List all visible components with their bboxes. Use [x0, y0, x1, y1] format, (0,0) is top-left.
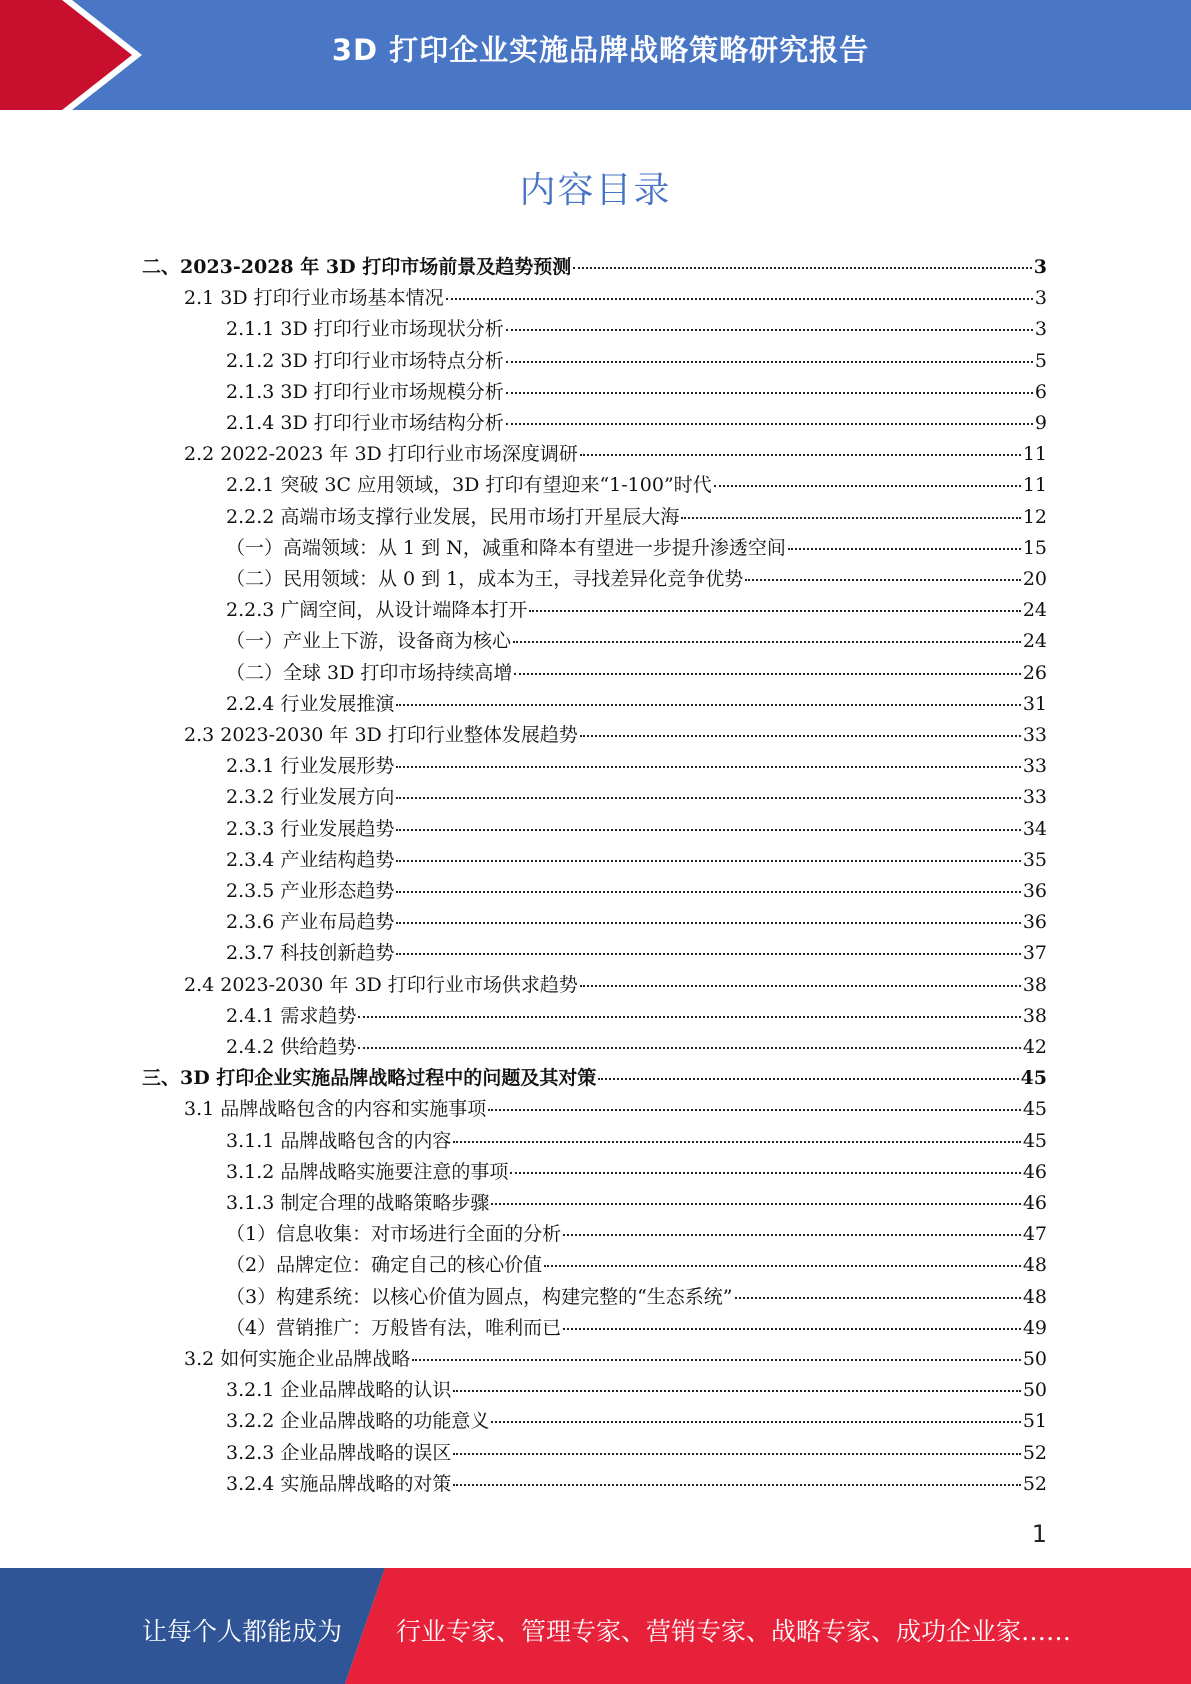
toc-entry[interactable] — [226, 876, 1047, 907]
toc-dot-leader — [510, 1172, 1020, 1174]
toc-entry-page: 47 — [1022, 1223, 1047, 1246]
toc-entry[interactable] — [226, 751, 1047, 782]
toc-entry-page: 42 — [1022, 1036, 1047, 1058]
toc-entry[interactable] — [184, 1094, 1047, 1125]
toc-entry[interactable] — [226, 564, 1047, 595]
footer-bar — [0, 1568, 1191, 1684]
toc-dot-leader — [544, 1265, 1021, 1267]
toc-entry[interactable] — [226, 1375, 1047, 1406]
toc-entry[interactable] — [226, 502, 1047, 533]
toc-entry-title: 2.3.7 科技创新趋势 — [226, 942, 395, 965]
toc-entry[interactable] — [226, 1219, 1047, 1250]
toc-dot-leader — [563, 1328, 1021, 1330]
toc-dot-leader — [598, 1078, 1018, 1080]
toc-dot-leader — [681, 517, 1020, 519]
toc-entry[interactable] — [226, 907, 1047, 938]
toc-dot-leader — [573, 267, 1032, 269]
header-bar — [0, 0, 1191, 110]
toc-entry-page: 45 — [1022, 1129, 1047, 1152]
toc-entry[interactable] — [184, 439, 1047, 470]
toc-entry-title: 2.3.4 产业结构趋势 — [226, 848, 395, 871]
toc-entry-page: 15 — [1022, 536, 1047, 559]
toc-dot-leader — [488, 1109, 1021, 1111]
toc-entry-title: 2.1.1 3D 打印行业市场现状分析 — [226, 318, 504, 341]
toc-dot-leader — [396, 797, 1020, 799]
toc-entry[interactable] — [226, 346, 1047, 377]
toc-entry-title: （一）产业上下游，设备商为核心 — [226, 630, 512, 653]
toc-dot-leader — [563, 1234, 1021, 1236]
toc-dot-leader — [446, 298, 1033, 300]
toc-dot-leader — [714, 485, 1021, 487]
toc-entry-page: 38 — [1022, 973, 1047, 996]
toc-entry-title: 2.1.3 3D 打印行业市场规模分析 — [226, 380, 504, 403]
toc-entry-title: 2.2 2022-2023 年 3D 打印行业市场深度调研 — [184, 443, 578, 466]
toc-entry-page: 36 — [1022, 911, 1047, 934]
toc-entry-page: 12 — [1022, 505, 1047, 528]
toc-dot-leader — [396, 860, 1020, 862]
toc-dot-leader — [580, 454, 1021, 456]
toc-entry-title: （2）品牌定位：确定自己的核心价值 — [226, 1254, 543, 1277]
toc-entry-title: 3.1 品牌战略包含的内容和实施事项 — [184, 1098, 487, 1121]
toc-entry-page: 38 — [1022, 1004, 1047, 1027]
toc-dot-leader — [396, 704, 1020, 706]
toc-entry-title: 2.2.1 突破 3C 应用领域，3D 打印有望迎来“1-100”时代 — [226, 474, 712, 497]
toc-dot-leader — [412, 1359, 1021, 1361]
toc-entry-title: 2.3.1 行业发展形势 — [226, 755, 395, 778]
toc-entry[interactable] — [226, 626, 1047, 657]
toc-entry-title: （1）信息收集：对市场进行全面的分析 — [226, 1223, 562, 1246]
toc-dot-leader — [580, 985, 1021, 987]
toc-dot-leader — [396, 766, 1020, 768]
toc-entry-title: 2.1 3D 打印行业市场基本情况 — [184, 287, 444, 310]
toc-entry-page: 26 — [1022, 661, 1047, 684]
toc-entry-title: （一）高端领域：从 1 到 N，减重和降本有望进一步提升渗透空间 — [226, 536, 786, 559]
toc-dot-leader — [529, 610, 1020, 612]
toc-entry-title: 二、2023-2028 年 3D 打印市场前景及趋势预测 — [142, 256, 572, 278]
toc-entry-title: 3.2 如何实施企业品牌战略 — [184, 1348, 411, 1370]
toc-entry-page: 33 — [1022, 786, 1047, 809]
toc-entry-page: 11 — [1022, 443, 1047, 466]
toc-entry[interactable] — [226, 1001, 1047, 1032]
toc-entry-page: 9 — [1034, 412, 1047, 434]
toc-dot-leader — [491, 1203, 1020, 1205]
toc-entry-page: 3 — [1034, 287, 1047, 310]
toc-entry[interactable] — [226, 1438, 1047, 1469]
toc-entry-page: 45 — [1020, 1067, 1047, 1090]
toc-entry-title: （4）营销推广：万般皆有法，唯利而已 — [226, 1316, 562, 1339]
toc-entry[interactable] — [226, 408, 1047, 439]
toc-dot-leader — [396, 953, 1020, 955]
toc-entry-title: 2.3.6 产业布局趋势 — [226, 911, 395, 934]
toc-dot-leader — [513, 641, 1021, 643]
toc-entry-title: （二）全球 3D 打印市场持续高增 — [226, 661, 513, 684]
toc-entry[interactable] — [226, 782, 1047, 813]
toc-entry-title: 2.3 2023-2030 年 3D 打印行业整体发展趋势 — [184, 724, 578, 746]
toc-dot-leader — [453, 1390, 1020, 1392]
toc-entry-title: 2.4.1 需求趋势 — [226, 1004, 357, 1027]
toc-dot-leader — [506, 361, 1033, 363]
toc-entry-title: 3.1.2 品牌战略实施要注意的事项 — [226, 1160, 509, 1183]
toc-entry-title: 2.3.2 行业发展方向 — [226, 786, 395, 809]
toc-entry-page: 31 — [1022, 692, 1047, 715]
toc-dot-leader — [396, 829, 1020, 831]
toc-entry-page: 49 — [1022, 1316, 1047, 1339]
toc-dot-leader — [506, 392, 1033, 394]
toc-dot-leader — [491, 1421, 1020, 1423]
toc-entry-page: 50 — [1022, 1379, 1047, 1402]
toc-entry[interactable] — [226, 689, 1047, 720]
toc-entry-page: 48 — [1022, 1254, 1047, 1277]
toc-entry[interactable] — [184, 720, 1047, 751]
toc-entry-page: 3 — [1033, 256, 1047, 278]
toc-entry-title: 2.3.5 产业形态趋势 — [226, 880, 395, 902]
toc-entry[interactable] — [184, 283, 1047, 314]
toc-entry[interactable] — [184, 970, 1047, 1001]
toc-entry-title: 2.1.2 3D 打印行业市场特点分析 — [226, 349, 504, 372]
toc-dot-leader — [358, 1047, 1020, 1049]
toc-dot-leader — [735, 1297, 1021, 1299]
toc-entry-page: 52 — [1022, 1441, 1047, 1464]
toc-entry-page: 48 — [1022, 1285, 1047, 1308]
toc-entry[interactable] — [226, 845, 1047, 876]
toc-entry-page: 34 — [1022, 817, 1047, 840]
toc-entry-page: 50 — [1022, 1348, 1047, 1370]
toc-dot-leader — [396, 891, 1020, 893]
toc-entry-title: 2.4.2 供给趋势 — [226, 1036, 357, 1058]
toc-entry-title: 3.1.3 制定合理的战略策略步骤 — [226, 1192, 490, 1214]
toc-entry-page: 24 — [1022, 599, 1047, 622]
toc-entry-page: 36 — [1022, 880, 1047, 902]
toc-entry[interactable] — [226, 938, 1047, 969]
toc-entry[interactable] — [226, 595, 1047, 626]
toc-title: 内容目录 — [519, 170, 672, 211]
toc-entry-page: 45 — [1022, 1098, 1047, 1121]
toc-dot-leader — [453, 1453, 1020, 1455]
toc-entry-page: 46 — [1022, 1192, 1047, 1214]
toc-dot-leader — [745, 579, 1021, 581]
toc-entry[interactable] — [226, 658, 1047, 689]
toc-entry-title: （二）民用领域：从 0 到 1，成本为王，寻找差异化竞争优势 — [226, 568, 744, 590]
toc-entry[interactable] — [226, 1126, 1047, 1157]
toc-entry[interactable] — [226, 1313, 1047, 1344]
footer-slogan-right: 行业专家、管理专家、营销专家、战略专家、成功企业家…… — [396, 1617, 1072, 1646]
toc-dot-leader — [396, 922, 1020, 924]
toc-entry-title: 3.2.1 企业品牌战略的认识 — [226, 1379, 452, 1402]
toc-entry-page: 37 — [1022, 942, 1047, 965]
toc-entry-title: 2.2.2 高端市场支撑行业发展，民用市场打开星辰大海 — [226, 505, 680, 528]
toc-entry[interactable] — [226, 1250, 1047, 1281]
toc-entry-title: 3.2.3 企业品牌战略的误区 — [226, 1441, 452, 1464]
toc-entry-title: 2.1.4 3D 打印行业市场结构分析 — [226, 412, 504, 434]
toc-entry-page: 51 — [1022, 1410, 1047, 1433]
toc-entry-title: 2.3.3 行业发展趋势 — [226, 817, 395, 840]
toc-entry-title: 2.2.3 广阔空间，从设计端降本打开 — [226, 599, 528, 622]
toc-entry[interactable] — [226, 314, 1047, 345]
toc-entry[interactable] — [226, 1032, 1047, 1063]
toc-entry-page: 6 — [1034, 380, 1047, 403]
toc-entry-page: 20 — [1022, 568, 1047, 590]
toc-dot-leader — [358, 1016, 1020, 1018]
toc-entry-title: 2.4 2023-2030 年 3D 打印行业市场供求趋势 — [184, 973, 578, 996]
toc-entry-page: 11 — [1022, 474, 1047, 497]
toc-entry-page: 35 — [1022, 848, 1047, 871]
toc-entry[interactable] — [142, 252, 1047, 283]
toc-dot-leader — [514, 673, 1020, 675]
toc-entry[interactable] — [226, 377, 1047, 408]
footer-slogan-left: 让每个人都能成为 — [142, 1617, 343, 1646]
toc-entry[interactable] — [184, 1344, 1047, 1375]
toc-entry[interactable] — [226, 470, 1047, 501]
toc-entry-page: 24 — [1022, 630, 1047, 653]
toc-entry[interactable] — [226, 1406, 1047, 1437]
toc-entry[interactable] — [142, 1063, 1047, 1094]
toc-entry[interactable] — [226, 1157, 1047, 1188]
toc-entry-title: 3.1.1 品牌战略包含的内容 — [226, 1129, 452, 1152]
toc-dot-leader — [580, 735, 1021, 737]
toc-dot-leader — [506, 329, 1033, 331]
toc-entry-title: 2.2.4 行业发展推演 — [226, 692, 395, 715]
toc-entry[interactable] — [226, 1282, 1047, 1313]
toc-entry-page: 46 — [1022, 1160, 1047, 1183]
toc-entry-title: （3）构建系统：以核心价值为圆点，构建完整的“生态系统” — [226, 1285, 733, 1308]
toc-entry-title: 3.2.2 企业品牌战略的功能意义 — [226, 1410, 490, 1433]
toc-entry-title: 3.2.4 实施品牌战略的对策 — [226, 1472, 452, 1495]
page-number: 1 — [1031, 1520, 1047, 1548]
toc-entry-page: 5 — [1034, 349, 1047, 372]
toc-entry-page: 33 — [1022, 724, 1047, 746]
toc-entry-title: 三、3D 打印企业实施品牌战略过程中的问题及其对策 — [142, 1067, 597, 1090]
toc-entry[interactable] — [226, 814, 1047, 845]
toc-entry[interactable] — [226, 533, 1047, 564]
toc-entry-page: 3 — [1034, 318, 1047, 341]
toc-entry[interactable] — [226, 1188, 1047, 1219]
toc-dot-leader — [453, 1484, 1020, 1486]
toc-entry[interactable] — [226, 1469, 1047, 1500]
toc-entry-page: 52 — [1022, 1472, 1047, 1495]
header-title: 3D 打印企业实施品牌战略策略研究报告 — [331, 33, 870, 67]
toc-dot-leader — [453, 1141, 1020, 1143]
toc-dot-leader — [506, 423, 1033, 425]
toc-entry-page: 33 — [1022, 755, 1047, 778]
toc-dot-leader — [788, 548, 1021, 550]
